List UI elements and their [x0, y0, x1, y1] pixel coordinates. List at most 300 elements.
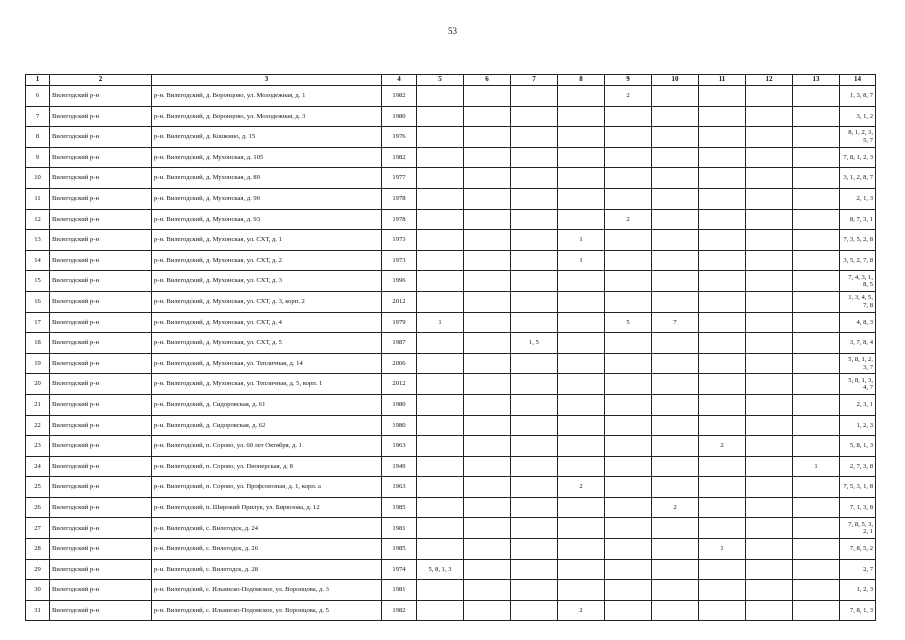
cell-col-8: 1 — [558, 250, 605, 271]
cell-col-12 — [746, 147, 793, 168]
cell-col-12 — [746, 353, 793, 374]
cell-year: 2006 — [382, 353, 417, 374]
table-row — [26, 600, 876, 621]
cell-col-11 — [699, 230, 746, 251]
cell-district: Вилегодский р-н — [50, 168, 152, 189]
cell-row-number: 9 — [26, 147, 50, 168]
cell-col-10: 7 — [652, 312, 699, 333]
cell-col-13 — [793, 271, 840, 292]
cell-district: Вилегодский р-н — [50, 456, 152, 477]
cell-col-6 — [464, 209, 511, 230]
cell-address: р-н. Вилегодский, д. Мухонская, ул. СХТ, д. 5 — [152, 333, 382, 354]
cell-col-9 — [605, 353, 652, 374]
cell-district: Вилегодский р-н — [50, 518, 152, 539]
cell-col-14: 7, 8, 1, 3 — [840, 600, 876, 621]
cell-col-7 — [511, 497, 558, 518]
cell-col-9 — [605, 436, 652, 457]
cell-address: р-н. Вилегодский, д. Мухонская, ул. СХТ, д. 3, корп. 2 — [152, 291, 382, 312]
cell-col-11 — [699, 580, 746, 601]
cell-col-13 — [793, 374, 840, 395]
cell-col-14: 5, 8, 1, 3, 4, 7 — [840, 374, 876, 395]
cell-district: Вилегодский р-н — [50, 312, 152, 333]
cell-year: 1980 — [382, 415, 417, 436]
column-header-13: 13 — [793, 75, 840, 86]
table-row — [26, 580, 876, 601]
cell-address: р-н. Вилегодский, п. Сорово, ул. Профсоюзная, д. 1, корп. а — [152, 477, 382, 498]
column-header-6: 6 — [464, 75, 511, 86]
cell-col-12 — [746, 291, 793, 312]
table-row — [26, 291, 876, 312]
page-number: 53 — [448, 26, 457, 36]
cell-col-10 — [652, 394, 699, 415]
cell-col-8 — [558, 209, 605, 230]
table-row — [26, 497, 876, 518]
cell-district: Вилегодский р-н — [50, 86, 152, 107]
cell-col-12 — [746, 539, 793, 560]
column-header-14: 14 — [840, 75, 876, 86]
column-header-3: 3 — [152, 75, 382, 86]
cell-col-14: 7, 8, 1, 2, 3 — [840, 147, 876, 168]
table-body — [26, 86, 876, 621]
cell-col-10 — [652, 353, 699, 374]
cell-col-5 — [417, 600, 464, 621]
table-row — [26, 209, 876, 230]
cell-address: р-н. Вилегодский, с. Вилегодск, д. 28 — [152, 559, 382, 580]
cell-col-10 — [652, 456, 699, 477]
cell-col-12 — [746, 106, 793, 127]
cell-col-6 — [464, 394, 511, 415]
cell-col-10 — [652, 230, 699, 251]
cell-col-14: 2, 1, 3 — [840, 188, 876, 209]
cell-col-10 — [652, 168, 699, 189]
cell-col-14: 3, 5, 2, 7, 8 — [840, 250, 876, 271]
cell-col-9 — [605, 333, 652, 354]
cell-col-11 — [699, 168, 746, 189]
cell-col-12 — [746, 271, 793, 292]
cell-col-10 — [652, 374, 699, 395]
cell-col-10: 2 — [652, 497, 699, 518]
cell-col-7 — [511, 291, 558, 312]
cell-row-number: 13 — [26, 230, 50, 251]
cell-col-9 — [605, 168, 652, 189]
cell-col-8 — [558, 518, 605, 539]
cell-col-5 — [417, 436, 464, 457]
cell-col-9 — [605, 600, 652, 621]
cell-district: Вилегодский р-н — [50, 333, 152, 354]
cell-col-13 — [793, 209, 840, 230]
cell-col-8 — [558, 106, 605, 127]
cell-year: 1985 — [382, 539, 417, 560]
cell-col-13 — [793, 127, 840, 148]
cell-col-10 — [652, 477, 699, 498]
column-header-8: 8 — [558, 75, 605, 86]
cell-row-number: 21 — [26, 394, 50, 415]
table-row — [26, 188, 876, 209]
table-row — [26, 230, 876, 251]
cell-year: 1963 — [382, 436, 417, 457]
cell-year: 1982 — [382, 86, 417, 107]
cell-col-10 — [652, 539, 699, 560]
cell-address: р-н. Вилегодский, д. Кошкино, д. 15 — [152, 127, 382, 148]
cell-col-12 — [746, 436, 793, 457]
cell-col-11 — [699, 456, 746, 477]
cell-col-5 — [417, 456, 464, 477]
cell-col-7 — [511, 600, 558, 621]
cell-col-10 — [652, 250, 699, 271]
cell-col-9: 2 — [605, 209, 652, 230]
cell-col-12 — [746, 415, 793, 436]
table-row — [26, 415, 876, 436]
cell-col-10 — [652, 106, 699, 127]
cell-col-13 — [793, 436, 840, 457]
cell-col-6 — [464, 271, 511, 292]
cell-row-number: 24 — [26, 456, 50, 477]
table-row — [26, 333, 876, 354]
cell-year: 1979 — [382, 312, 417, 333]
cell-col-12 — [746, 188, 793, 209]
cell-col-7 — [511, 106, 558, 127]
cell-col-14: 5, 8, 1, 2, 3, 7 — [840, 353, 876, 374]
cell-col-11 — [699, 271, 746, 292]
cell-district: Вилегодский р-н — [50, 291, 152, 312]
cell-col-8 — [558, 436, 605, 457]
column-header-9: 9 — [605, 75, 652, 86]
column-header-12: 12 — [746, 75, 793, 86]
cell-year: 1963 — [382, 477, 417, 498]
cell-col-5 — [417, 209, 464, 230]
cell-district: Вилегодский р-н — [50, 209, 152, 230]
cell-row-number: 11 — [26, 188, 50, 209]
cell-col-8: 2 — [558, 477, 605, 498]
table-row — [26, 106, 876, 127]
cell-col-14: 7, 5, 3, 1, 8 — [840, 477, 876, 498]
cell-col-6 — [464, 230, 511, 251]
cell-row-number: 20 — [26, 374, 50, 395]
cell-col-10 — [652, 333, 699, 354]
cell-col-11 — [699, 188, 746, 209]
cell-address: р-н. Вилегодский, д. Воронцово, ул. Молодежная, д. 3 — [152, 106, 382, 127]
cell-col-11 — [699, 106, 746, 127]
cell-col-10 — [652, 436, 699, 457]
cell-district: Вилегодский р-н — [50, 497, 152, 518]
cell-year: 2012 — [382, 374, 417, 395]
cell-col-6 — [464, 436, 511, 457]
cell-col-6 — [464, 559, 511, 580]
cell-col-7 — [511, 147, 558, 168]
cell-col-13 — [793, 86, 840, 107]
cell-col-14: 7, 3, 5, 2, 8 — [840, 230, 876, 251]
cell-col-8 — [558, 559, 605, 580]
cell-address: р-н. Вилегодский, д. Мухонская, ул. Тепличная, д. 5, корп. 1 — [152, 374, 382, 395]
cell-col-5 — [417, 250, 464, 271]
cell-district: Вилегодский р-н — [50, 415, 152, 436]
cell-col-13 — [793, 168, 840, 189]
cell-col-8 — [558, 394, 605, 415]
cell-row-number: 12 — [26, 209, 50, 230]
cell-col-11 — [699, 497, 746, 518]
cell-col-9 — [605, 147, 652, 168]
cell-col-5 — [417, 518, 464, 539]
cell-col-5 — [417, 127, 464, 148]
cell-col-12 — [746, 333, 793, 354]
cell-col-13 — [793, 147, 840, 168]
cell-year: 1978 — [382, 209, 417, 230]
cell-address: р-н. Вилегодский, д. Мухонская, д. 89 — [152, 168, 382, 189]
cell-col-12 — [746, 477, 793, 498]
table-row — [26, 477, 876, 498]
cell-col-9 — [605, 539, 652, 560]
cell-col-8 — [558, 415, 605, 436]
cell-col-6 — [464, 353, 511, 374]
column-header-2: 2 — [50, 75, 152, 86]
table-row — [26, 168, 876, 189]
cell-col-10 — [652, 600, 699, 621]
cell-row-number: 27 — [26, 518, 50, 539]
cell-col-7 — [511, 312, 558, 333]
cell-col-12 — [746, 86, 793, 107]
cell-col-7 — [511, 436, 558, 457]
cell-col-7 — [511, 415, 558, 436]
cell-district: Вилегодский р-н — [50, 250, 152, 271]
cell-col-7: 1, 5 — [511, 333, 558, 354]
cell-year: 1977 — [382, 168, 417, 189]
cell-col-12 — [746, 312, 793, 333]
cell-col-12 — [746, 559, 793, 580]
cell-col-10 — [652, 518, 699, 539]
cell-col-7 — [511, 374, 558, 395]
cell-col-9 — [605, 518, 652, 539]
cell-col-5 — [417, 497, 464, 518]
cell-col-11 — [699, 559, 746, 580]
cell-col-5 — [417, 477, 464, 498]
cell-col-7 — [511, 559, 558, 580]
cell-district: Вилегодский р-н — [50, 127, 152, 148]
cell-col-6 — [464, 147, 511, 168]
cell-year: 1978 — [382, 188, 417, 209]
cell-col-13 — [793, 106, 840, 127]
cell-year: 1982 — [382, 600, 417, 621]
cell-col-10 — [652, 271, 699, 292]
cell-col-7 — [511, 86, 558, 107]
cell-col-14: 2, 7 — [840, 559, 876, 580]
table-row — [26, 436, 876, 457]
cell-col-6 — [464, 250, 511, 271]
cell-year: 1987 — [382, 333, 417, 354]
cell-col-11 — [699, 250, 746, 271]
cell-col-5: 1 — [417, 312, 464, 333]
cell-col-11: 2 — [699, 436, 746, 457]
cell-col-5 — [417, 230, 464, 251]
cell-year: 1996 — [382, 271, 417, 292]
cell-col-13 — [793, 250, 840, 271]
cell-col-7 — [511, 271, 558, 292]
cell-col-14: 7, 1, 3, 8 — [840, 497, 876, 518]
cell-row-number: 16 — [26, 291, 50, 312]
cell-col-11 — [699, 291, 746, 312]
cell-col-14: 1, 2, 3 — [840, 580, 876, 601]
cell-address: р-н. Вилегодский, с. Вилегодск, д. 24 — [152, 518, 382, 539]
cell-col-12 — [746, 580, 793, 601]
cell-col-14: 7, 4, 3, 1, 8, 5 — [840, 271, 876, 292]
column-header-7: 7 — [511, 75, 558, 86]
cell-col-7 — [511, 394, 558, 415]
cell-col-8 — [558, 168, 605, 189]
cell-col-8 — [558, 147, 605, 168]
cell-col-6 — [464, 600, 511, 621]
cell-row-number: 18 — [26, 333, 50, 354]
cell-year: 1981 — [382, 518, 417, 539]
cell-col-6 — [464, 106, 511, 127]
cell-address: р-н. Вилегодский, п. Сорово, ул. Пионерская, д. 8 — [152, 456, 382, 477]
column-header-5: 5 — [417, 75, 464, 86]
cell-year: 1980 — [382, 106, 417, 127]
cell-row-number: 17 — [26, 312, 50, 333]
cell-col-8 — [558, 271, 605, 292]
table-row — [26, 353, 876, 374]
cell-col-13 — [793, 518, 840, 539]
cell-col-9 — [605, 127, 652, 148]
cell-col-12 — [746, 209, 793, 230]
cell-district: Вилегодский р-н — [50, 580, 152, 601]
cell-address: р-н. Вилегодский, д. Сидоровская, д. 61 — [152, 394, 382, 415]
cell-year: 1982 — [382, 147, 417, 168]
cell-col-6 — [464, 456, 511, 477]
cell-row-number: 19 — [26, 353, 50, 374]
cell-col-13 — [793, 559, 840, 580]
cell-col-13 — [793, 394, 840, 415]
cell-address: р-н. Вилегодский, с. Ильинско-Подомское, ул. Воронцова, д. 5 — [152, 600, 382, 621]
cell-district: Вилегодский р-н — [50, 188, 152, 209]
cell-col-7 — [511, 230, 558, 251]
cell-col-11 — [699, 518, 746, 539]
cell-col-6 — [464, 86, 511, 107]
cell-col-13 — [793, 580, 840, 601]
table-row — [26, 147, 876, 168]
cell-col-5 — [417, 188, 464, 209]
cell-col-12 — [746, 250, 793, 271]
cell-col-8 — [558, 374, 605, 395]
cell-col-6 — [464, 415, 511, 436]
cell-col-7 — [511, 127, 558, 148]
cell-col-5 — [417, 333, 464, 354]
table-row — [26, 456, 876, 477]
cell-col-12 — [746, 600, 793, 621]
cell-address: р-н. Вилегодский, с. Вилегодск, д. 26 — [152, 539, 382, 560]
cell-col-9 — [605, 497, 652, 518]
cell-row-number: 15 — [26, 271, 50, 292]
cell-year: 2012 — [382, 291, 417, 312]
cell-col-6 — [464, 291, 511, 312]
cell-col-7 — [511, 456, 558, 477]
cell-year: 1973 — [382, 230, 417, 251]
cell-col-9 — [605, 477, 652, 498]
cell-col-13 — [793, 539, 840, 560]
cell-col-10 — [652, 188, 699, 209]
cell-col-11 — [699, 312, 746, 333]
cell-address: р-н. Вилегодский, д. Мухонская, ул. Тепличная, д. 14 — [152, 353, 382, 374]
cell-col-8 — [558, 86, 605, 107]
cell-col-14: 7, 8, 5, 3, 2, 1 — [840, 518, 876, 539]
cell-col-13 — [793, 497, 840, 518]
cell-district: Вилегодский р-н — [50, 374, 152, 395]
cell-col-8 — [558, 580, 605, 601]
cell-col-5 — [417, 539, 464, 560]
cell-district: Вилегодский р-н — [50, 477, 152, 498]
cell-col-6 — [464, 518, 511, 539]
cell-col-13 — [793, 600, 840, 621]
cell-col-8: 1 — [558, 230, 605, 251]
cell-col-13 — [793, 353, 840, 374]
cell-col-14: 3, 1, 2, 8, 7 — [840, 168, 876, 189]
cell-col-9 — [605, 230, 652, 251]
cell-district: Вилегодский р-н — [50, 436, 152, 457]
cell-col-6 — [464, 168, 511, 189]
cell-address: р-н. Вилегодский, д. Воронцово, ул. Молодежная, д. 1 — [152, 86, 382, 107]
table-row — [26, 539, 876, 560]
cell-col-6 — [464, 188, 511, 209]
cell-address: р-н. Вилегодский, с. Ильинско-Подомское, ул. Воронцова, д. 3 — [152, 580, 382, 601]
cell-year: 1980 — [382, 394, 417, 415]
cell-row-number: 8 — [26, 127, 50, 148]
cell-col-8 — [558, 188, 605, 209]
cell-col-14: 7, 8, 5, 2 — [840, 539, 876, 560]
cell-col-9 — [605, 415, 652, 436]
cell-col-7 — [511, 580, 558, 601]
cell-col-5: 5, 8, 1, 3 — [417, 559, 464, 580]
cell-col-7 — [511, 518, 558, 539]
cell-col-14: 3, 7, 8, 4 — [840, 333, 876, 354]
cell-col-14: 3, 1, 2 — [840, 106, 876, 127]
table-row — [26, 127, 876, 148]
cell-col-11 — [699, 374, 746, 395]
cell-col-12 — [746, 374, 793, 395]
cell-district: Вилегодский р-н — [50, 106, 152, 127]
cell-district: Вилегодский р-н — [50, 230, 152, 251]
table-row — [26, 394, 876, 415]
cell-row-number: 29 — [26, 559, 50, 580]
cell-col-8 — [558, 353, 605, 374]
table-row — [26, 250, 876, 271]
cell-address: р-н. Вилегодский, д. Мухонская, ул. СХТ, д. 2 — [152, 250, 382, 271]
cell-col-13 — [793, 415, 840, 436]
cell-address: р-н. Вилегодский, д. Мухонская, д. 93 — [152, 209, 382, 230]
cell-col-9 — [605, 580, 652, 601]
cell-col-6 — [464, 539, 511, 560]
column-header-4: 4 — [382, 75, 417, 86]
table-row — [26, 86, 876, 107]
cell-col-13 — [793, 477, 840, 498]
header-row — [26, 75, 876, 86]
cell-col-12 — [746, 456, 793, 477]
cell-col-6 — [464, 374, 511, 395]
column-header-10: 10 — [652, 75, 699, 86]
cell-col-9 — [605, 106, 652, 127]
cell-district: Вилегодский р-н — [50, 271, 152, 292]
cell-col-14: 2, 7, 3, 8 — [840, 456, 876, 477]
cell-col-14: 1, 3, 8, 7 — [840, 86, 876, 107]
cell-col-6 — [464, 497, 511, 518]
cell-col-10 — [652, 559, 699, 580]
cell-col-10 — [652, 580, 699, 601]
cell-col-11 — [699, 86, 746, 107]
cell-col-9 — [605, 456, 652, 477]
cell-row-number: 28 — [26, 539, 50, 560]
cell-col-13: 1 — [793, 456, 840, 477]
cell-col-11 — [699, 415, 746, 436]
cell-address: р-н. Вилегодский, д. Мухонская, ул. СХТ, д. 4 — [152, 312, 382, 333]
cell-row-number: 10 — [26, 168, 50, 189]
cell-col-12 — [746, 230, 793, 251]
